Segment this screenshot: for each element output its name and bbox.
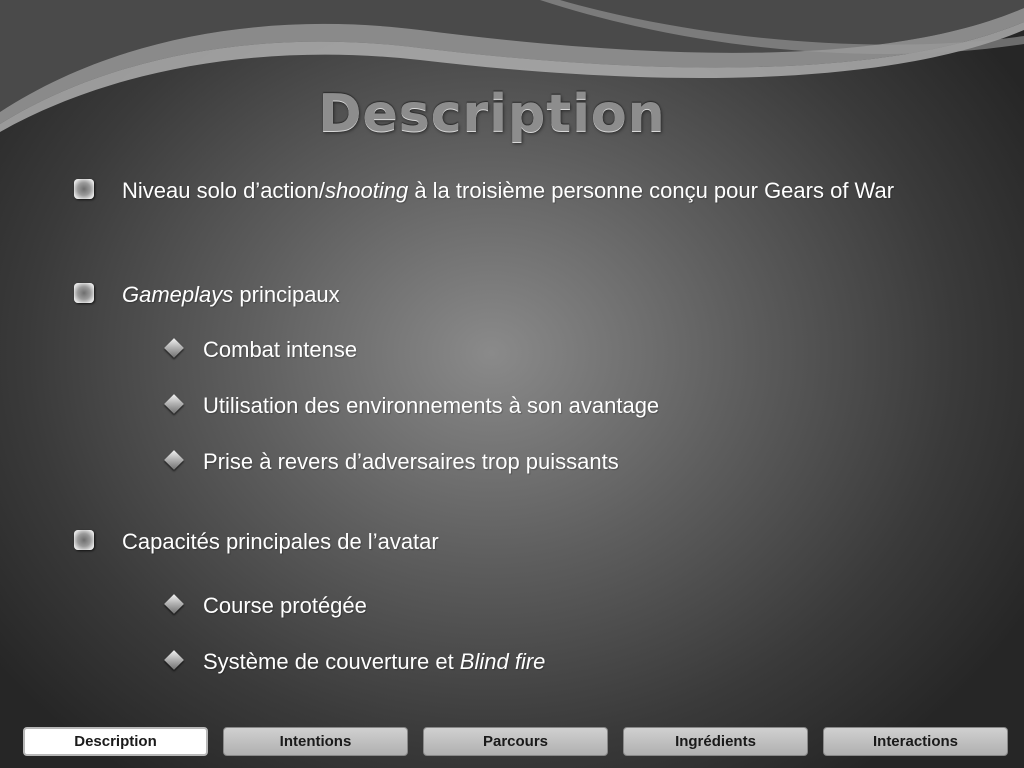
bullet-square-icon	[74, 283, 94, 303]
list-item: Utilisation des environnements à son avantage	[203, 393, 660, 418]
list-item: Prise à revers d’adversaires trop puissants	[203, 449, 619, 474]
bullet-square-icon	[74, 530, 94, 550]
bullet-diamond-icon	[164, 450, 184, 470]
bullet-diamond-icon	[164, 394, 184, 414]
nav-tab-intentions[interactable]: Intentions	[223, 727, 408, 756]
nav-tab-interactions[interactable]: Interactions	[823, 727, 1008, 756]
nav-tab-ingredients[interactable]: Ingrédients	[623, 727, 808, 756]
bullet-square-icon	[74, 179, 94, 199]
slide-title: Description	[318, 84, 666, 144]
nav-tab-parcours[interactable]: Parcours	[423, 727, 608, 756]
list-item: Combat intense	[203, 337, 358, 362]
list-item: Course protégée	[203, 593, 367, 618]
bullet-diamond-icon	[164, 650, 184, 670]
list-item: Système de couverture et Blind fire	[203, 649, 546, 674]
nav-tab-description[interactable]: Description	[23, 727, 208, 756]
list-item: Capacités principales de l’avatar	[122, 529, 439, 554]
list-item: Gameplays principaux	[122, 282, 340, 307]
bullet-diamond-icon	[164, 338, 184, 358]
bullet-diamond-icon	[164, 594, 184, 614]
list-item: Niveau solo d’action/shooting à la troisième personne conçu pour Gears of War	[122, 178, 895, 203]
